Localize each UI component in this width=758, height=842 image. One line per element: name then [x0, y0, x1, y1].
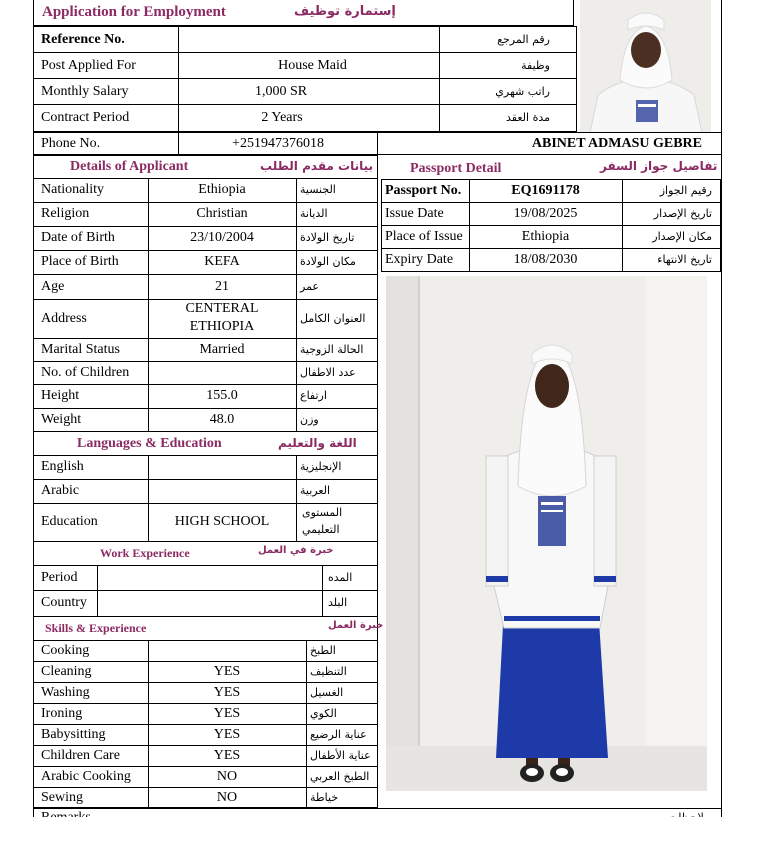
skills-row-label: Sewing [41, 790, 83, 805]
details-row-value: CENTERAL [185, 301, 259, 316]
reference-label: Reference No. [41, 32, 125, 47]
contract-label-ar: مدة العقد [506, 111, 550, 124]
contract-label: Contract Period [41, 110, 130, 125]
skills-row-label: Children Care [41, 748, 120, 763]
passport-row-value: 18/08/2030 [513, 252, 578, 267]
phone-value: +251947376018 [232, 136, 324, 151]
period-label-ar: المده [328, 571, 353, 584]
skills-row-label-ar: التنظيف [310, 665, 347, 678]
details-row-value: KEFA [204, 254, 240, 269]
passport-heading-en: Passport Detail [410, 161, 502, 176]
skills-row-label-ar: الكوي [310, 707, 337, 720]
details-row-label-ar: الديانة [300, 207, 328, 220]
skills-row-label: Washing [41, 685, 90, 700]
skills-row-label-ar: الطبخ [310, 644, 336, 657]
skills-row-label-ar: الطبخ العربي [310, 770, 370, 783]
details-row-divider [33, 250, 378, 251]
skills-row-divider [33, 682, 378, 683]
details-row-label-ar: عمر [300, 280, 319, 293]
skills-row-label: Babysitting [41, 727, 106, 742]
details-row-label-ar: وزن [300, 413, 319, 426]
details-row-divider [33, 338, 378, 339]
passport-row-label-ar: تاريخ الانتهاء [657, 253, 712, 266]
skills-row-label-ar: عناية الأطفال [310, 749, 371, 762]
passport-row-value: Ethiopia [521, 229, 570, 244]
details-row-label-ar: مكان الولادة [300, 255, 356, 268]
details-row-label-ar: الحالة الزوجية [300, 343, 364, 356]
salary-value: 1,000 SR [254, 84, 308, 99]
work-heading-en: Work Experience [100, 546, 190, 560]
details-row-divider [33, 361, 378, 362]
applicant-portrait-photo [580, 0, 711, 133]
passport-row-label-ar: رقيم الجواز [659, 184, 712, 197]
details-row-value: 21 [215, 279, 229, 294]
skills-row-label-ar: خياطة [310, 791, 339, 804]
skills-row-label: Cooking [41, 643, 90, 658]
salary-label-ar: راتب شهري [495, 85, 550, 98]
passport-row-label: Issue Date [385, 206, 444, 221]
skills-row-divider [33, 703, 378, 704]
details-row-label: Date of Birth [41, 230, 115, 245]
arabic-label: Arabic [41, 483, 80, 498]
skills-row-value: YES [213, 685, 241, 700]
details-heading-en: Details of Applicant [70, 159, 189, 174]
details-row-label: Address [41, 311, 87, 326]
details-row-label: Height [41, 388, 80, 403]
details-row-value: Married [199, 342, 245, 357]
passport-row-label-ar: مكان الإصدار [652, 230, 712, 243]
post-label: Post Applied For [41, 58, 136, 73]
skills-heading-en: Skills & Experience [45, 621, 147, 635]
details-row-value: 48.0 [209, 412, 235, 427]
country-label-ar: البلد [328, 596, 348, 609]
page-bottom-margin [0, 817, 758, 842]
skills-row-label: Cleaning [41, 664, 92, 679]
skills-row-label-ar: عناية الرضيع [310, 728, 367, 741]
details-row-label-ar: عدد الاطفال [300, 366, 356, 379]
arabic-label-ar: العربية [300, 484, 331, 497]
skills-row-label: Arabic Cooking [41, 769, 131, 784]
skills-row-label-ar: الغسيل [310, 686, 344, 699]
reference-label-ar: رقم المرجع [497, 33, 550, 46]
applicant-full-body-photo [386, 276, 707, 791]
passport-row-label: Place of Issue [385, 229, 463, 244]
skills-row-value: YES [213, 748, 241, 763]
post-value: House Maid [278, 58, 347, 73]
contract-value: 2 Years [261, 110, 303, 125]
details-row-label: Nationality [41, 182, 104, 197]
details-row-label: Place of Birth [41, 254, 119, 269]
passport-row-label: Passport No. [385, 183, 462, 198]
details-row-label: Marital Status [41, 342, 120, 357]
education-label: Education [41, 514, 98, 529]
form-title-ar: إستمارة توظيف [294, 4, 396, 19]
skills-row-label: Ironing [41, 706, 83, 721]
details-heading-ar: بيانات مقدم الطلب [260, 159, 374, 173]
country-label: Country [41, 595, 87, 610]
skills-row-value: NO [216, 769, 238, 784]
salary-label: Monthly Salary [41, 84, 129, 99]
skills-row-value: YES [213, 706, 241, 721]
education-value: HIGH SCHOOL [174, 514, 270, 529]
skills-row-divider [33, 745, 378, 746]
details-row-label: Weight [41, 412, 82, 427]
skills-row-value: YES [213, 727, 241, 742]
details-row-label: Age [41, 279, 65, 294]
passport-heading-ar: تفاصيل جواز السفر [600, 159, 718, 173]
skills-row-value: NO [216, 790, 238, 805]
education-label-ar-line1: المستوى [302, 506, 343, 519]
details-row-label: No. of Children [41, 365, 130, 380]
languages-heading-ar: اللغة والتعليم [278, 436, 357, 450]
form-title-en: Application for Employment [42, 4, 226, 20]
education-label-ar-line2: التعليمي [302, 523, 340, 536]
work-heading-ar: خبرة في العمل [258, 545, 334, 556]
english-label-ar: الإنجليزية [300, 460, 342, 473]
details-row-divider [33, 408, 378, 409]
period-label: Period [41, 570, 78, 585]
details-row-value: 155.0 [206, 388, 238, 403]
english-label: English [41, 459, 84, 474]
languages-heading-en: Languages & Education [77, 436, 222, 451]
details-row-divider [33, 274, 378, 275]
skills-row-value: YES [213, 664, 241, 679]
details-row-label-ar: تاريخ الولادة [300, 231, 355, 244]
skills-row-divider [33, 766, 378, 767]
passport-row-value: 19/08/2025 [513, 206, 578, 221]
details-row-value: Christian [196, 206, 248, 221]
skills-row-divider [33, 787, 378, 788]
details-row-label-ar: الجنسية [300, 183, 336, 196]
skills-heading-ar: خبرة العمل [328, 620, 384, 631]
passport-row-label: Expiry Date [385, 252, 454, 267]
passport-row-value: EQ1691178 [511, 183, 580, 198]
details-row-divider [33, 226, 378, 227]
details-row-value: 23/10/2004 [190, 230, 254, 245]
skills-row-divider [33, 724, 378, 725]
details-row-divider [33, 202, 378, 203]
details-row-divider [33, 299, 378, 300]
details-row-value: Ethiopia [198, 182, 246, 197]
post-label-ar: وظيفة [521, 59, 550, 72]
phone-label: Phone No. [41, 136, 101, 151]
details-row-label: Religion [41, 206, 90, 221]
skills-row-divider [33, 661, 378, 662]
details-row-label-ar: ارتفاع [300, 389, 327, 402]
passport-row-label-ar: تاريخ الإصدار [653, 207, 712, 220]
applicant-name: ABINET ADMASU GEBRE [531, 136, 702, 151]
details-row-label-ar: العنوان الكامل [300, 312, 366, 325]
details-row-divider [33, 384, 378, 385]
details-row-value-line2: ETHIOPIA [189, 319, 255, 334]
